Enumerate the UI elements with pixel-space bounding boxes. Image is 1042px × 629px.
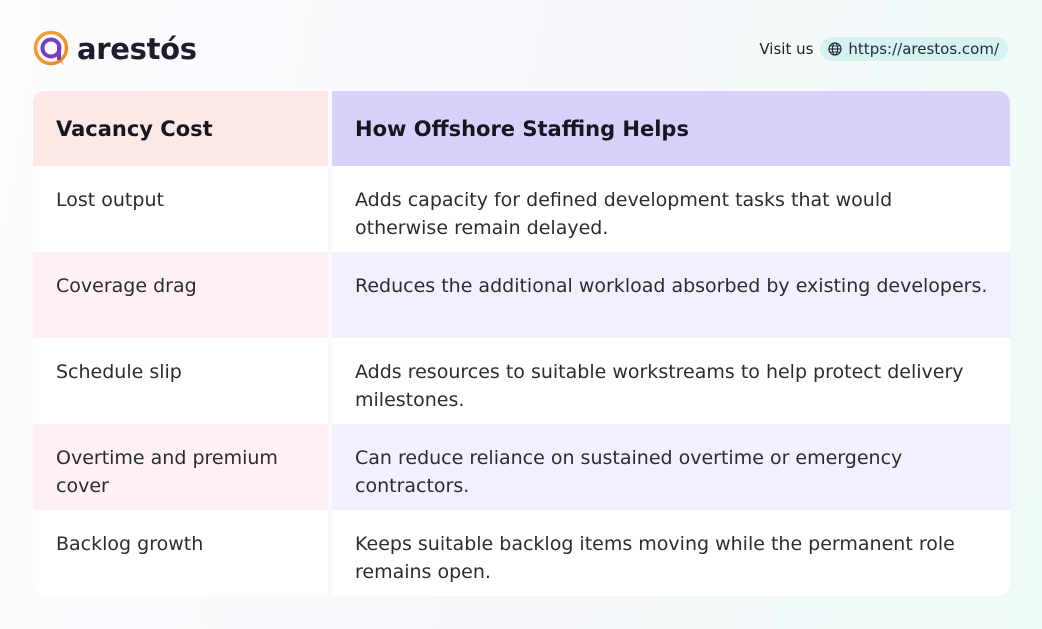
cell-vacancy-cost [33,166,328,252]
visit-us [759,37,1008,61]
page-header [0,0,1042,90]
arestos-logo-icon [33,30,69,68]
cell-text: Reduces the additional workload absorbed by existing developers. [355,275,988,297]
visit-label: Visit us [759,40,814,58]
comparison-table [33,91,1010,596]
cell-offshore-helps [332,424,1010,510]
cell-offshore-helps [332,166,1010,252]
cell-text: Keeps suitable backlog items moving while the permanent role remains open. [355,533,955,583]
header-label: How Offshore Staffing Helps [355,116,689,141]
cell-vacancy-cost [33,338,328,424]
cell-offshore-helps [332,510,1010,596]
header-label: Vacancy Cost [56,116,213,141]
cell-text: Overtime and premium cover [56,447,278,497]
table-row [33,166,1010,252]
header-cell-offshore-helps [332,91,1010,166]
cell-vacancy-cost [33,424,328,510]
brand-name: arestós [77,32,197,66]
brand-logo[interactable] [33,30,197,68]
cell-vacancy-cost [33,510,328,596]
cell-text: Backlog growth [56,533,204,555]
table-header-row [33,91,1010,166]
table-row [33,338,1010,424]
website-url: https://arestos.com/ [848,40,999,58]
cell-offshore-helps [332,252,1010,338]
cell-offshore-helps [332,338,1010,424]
globe-icon [828,42,842,56]
table-row [33,510,1010,596]
cell-text: Can reduce reliance on sustained overtime or emergency contractors. [355,447,903,497]
table-row [33,424,1010,510]
cell-text: Adds capacity for defined development tasks that would otherwise remain delayed. [355,189,893,239]
cell-text: Schedule slip [56,361,182,383]
cell-text: Coverage drag [56,275,197,297]
website-link[interactable] [820,37,1008,61]
table-row [33,252,1010,338]
cell-text: Lost output [56,189,164,211]
header-cell-vacancy-cost [33,91,328,166]
cell-vacancy-cost [33,252,328,338]
cell-text: Adds resources to suitable workstreams to help protect delivery milestones. [355,361,964,411]
